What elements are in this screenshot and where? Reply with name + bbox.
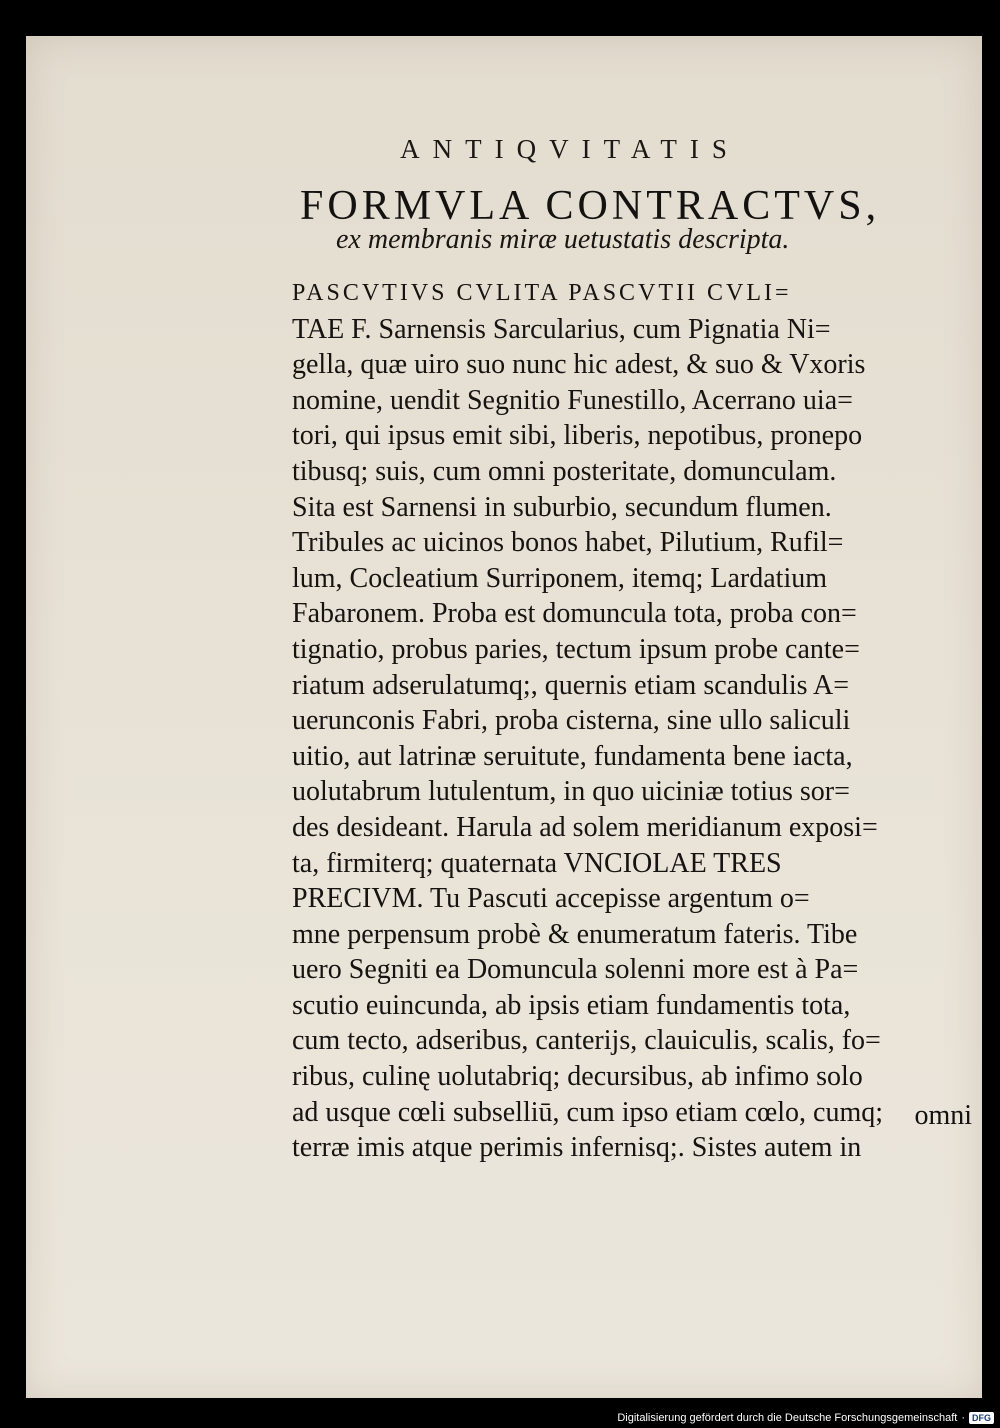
page-title: FORMVLA CONTRACTVS,: [300, 183, 881, 229]
text-line: ta, firmiterq; quaternata VNCIOLAE TRES: [292, 847, 782, 879]
body-text: [292, 276, 982, 1166]
text-line: Fabaronem. Proba est domuncula tota, proba con=: [292, 598, 857, 630]
text-line: tibusq; suis, cum omni posteritate, domunculam.: [292, 455, 837, 487]
page-subtitle: ex membranis miræ uetustatis descripta.: [336, 224, 790, 255]
text-line: cum tecto, adseribus, canterijs, clauiculis, scalis, fo=: [292, 1025, 881, 1057]
running-head: ANTIQVITATIS: [400, 134, 740, 164]
text-line: nomine, uendit Segnitio Funestillo, Acerrano uia=: [292, 384, 853, 416]
text-line: tignatio, probus paries, tectum ipsum probe cante=: [292, 633, 860, 665]
text-line: riatum adserulatumq;, quernis etiam scandulis A=: [292, 669, 850, 701]
text-line: Sita est Sarnensi in suburbio, secundum flumen.: [292, 491, 832, 523]
footer-credit: Digitalisierung gefördert durch die Deutsche Forschungsgemeinschaft · DFG: [617, 1412, 994, 1424]
text-line: mne perpensum probè & enumeratum fateris. Tibe: [292, 918, 858, 950]
footer-text: Digitalisierung gefördert durch die Deutsche Forschungsgemeinschaft: [617, 1412, 958, 1424]
text-line: PASCVTIVS CVLITA PASCVTII CVLI=: [292, 280, 792, 306]
text-line: ad usque cœli subselliū, cum ipso etiam cœlo, cumq;: [292, 1096, 884, 1128]
text-line: tori, qui ipsus emit sibi, liberis, nepotibus, pronepo: [292, 420, 863, 452]
text-line: des desideant. Harula ad solem meridianum exposi=: [292, 811, 878, 843]
text-line: TAE F. Sarnensis Sarcularius, cum Pignatia Ni=: [292, 313, 831, 345]
text-line: gella, quæ uiro suo nunc hic adest, & suo & Vxoris: [292, 349, 866, 381]
text-line: ribus, culinę uolutabriq; decursibus, ab infimo solo: [292, 1061, 863, 1093]
text-line: terræ imis atque perimis infernisq;. Sistes autem in: [292, 1132, 862, 1164]
text-line: Tribules ac uicinos bonos habet, Pilutium, Rufil=: [292, 527, 844, 559]
text-line: lum, Cocleatium Surriponem, itemq; Lardatium: [292, 562, 828, 594]
text-line: uero Segniti ea Domuncula solenni more est à Pa=: [292, 954, 859, 986]
text-line: uolutabrum lutulentum, in quo uiciniæ totius sor=: [292, 776, 850, 808]
text-line: scutio euincunda, ab ipsis etiam fundamentis tota,: [292, 989, 851, 1021]
dfg-logo-icon: DFG: [969, 1412, 994, 1424]
text-line: PRECIVM. Tu Pascuti accepisse argentum o=: [292, 883, 810, 915]
text-line: uitio, aut latrinæ seruitute, fundamenta bene iacta,: [292, 740, 853, 772]
text-line: uerunconis Fabri, proba cisterna, sine ullo saliculi: [292, 705, 851, 737]
catchword: omni: [914, 1100, 972, 1131]
